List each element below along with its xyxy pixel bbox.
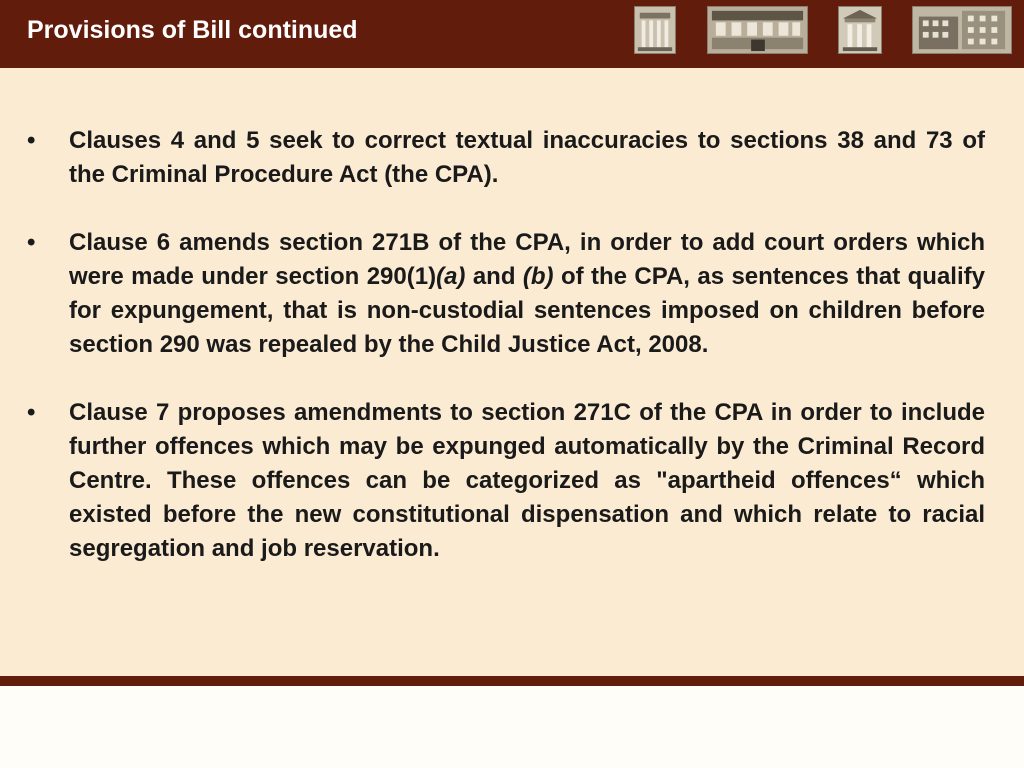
bullet-text-part: and	[465, 263, 523, 290]
bottom-divider	[0, 676, 1024, 686]
header-bar	[0, 0, 1024, 68]
bullet-icon: •	[27, 127, 36, 154]
court-building-photo-2	[707, 6, 808, 54]
court-building-photo-1	[634, 6, 676, 54]
court-building-photo-4	[912, 6, 1012, 54]
bullet-icon: •	[27, 229, 36, 256]
bullet-text-part: of the CPA, as sentences that qualify for expungement, that is non-custodial sentences imposed on children before section 290 was repealed by the Child Justice Act, 2008.	[69, 263, 985, 358]
bullet-text-part: Clause 6 amends section 271B of the CPA, in order to add court orders which were made under section 290(1)	[69, 229, 985, 290]
slide-title: Provisions of Bill continued	[27, 16, 358, 44]
bullet-item	[27, 124, 985, 192]
bullet-item	[27, 396, 985, 566]
header-image-strip	[0, 6, 1024, 54]
bullet-text	[69, 399, 985, 562]
bullet-text-part: Clauses 4 and 5 seek to correct textual inaccuracies to sections 38 and 73 of the Criminal Procedure Act (the CPA).	[69, 127, 985, 188]
bullet-text	[69, 229, 985, 358]
bullet-text-part: Clause 7 proposes amendments to section 271C of the CPA in order to include further offences which may be expunged automatically by the Criminal Record Centre. These offences can be categorized as "apartheid offences“ which existed before the new constitutional dispensation and which relate to racial segregation and job reservation.	[69, 399, 985, 562]
bullet-text-italic: (b)	[522, 263, 554, 290]
bullet-text-italic: (a)	[436, 263, 466, 290]
bullet-list	[27, 124, 985, 600]
court-building-photo-3	[838, 6, 882, 54]
bullet-item	[27, 226, 985, 362]
bullet-icon: •	[27, 399, 36, 426]
bullet-text	[69, 127, 985, 188]
